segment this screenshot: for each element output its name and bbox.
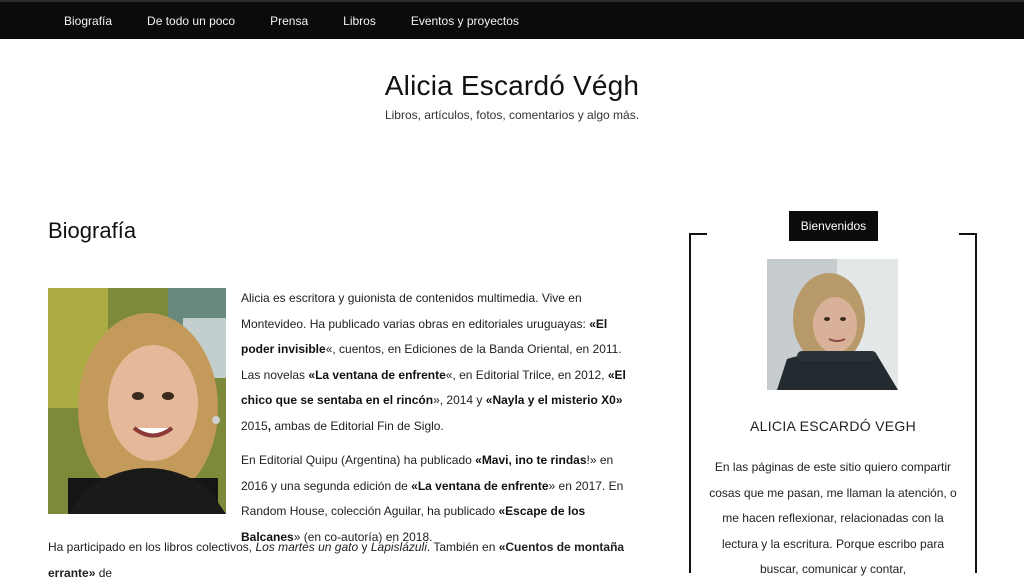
author-avatar <box>767 259 898 390</box>
nav-item-eventos-y-proyectos[interactable]: Eventos y proyectos <box>410 13 519 28</box>
bio-paragraph-3 <box>48 535 640 586</box>
biography-text <box>241 286 639 559</box>
nav-item-de-todo-un-poco[interactable]: De todo un poco <box>147 13 236 28</box>
text: de <box>95 565 113 580</box>
bio-paragraph-1 <box>241 286 639 439</box>
text: En Editorial Quipu (Argentina) ha publicado <box>241 453 476 467</box>
book-title-mavi: «Mavi, ino te rindas <box>475 453 587 467</box>
widget-border-corner <box>691 233 707 235</box>
book-title-la-ventana-de-enfrente-2: «La ventana de enfrente <box>411 478 549 493</box>
text: » en 2017. En Random House, colección Aguilar, ha publicado <box>241 478 624 518</box>
author-name: ALICIA ESCARDÓ VEGH <box>750 418 916 434</box>
nav-item-libros[interactable]: Libros <box>343 13 376 28</box>
author-portrait-photo <box>48 288 226 514</box>
book-title-el-chico: «El chico que se sentaba en el rincón <box>241 367 626 407</box>
text: 2015 <box>241 418 268 433</box>
text: Ha participado en los libros colectivos, <box>48 540 256 554</box>
page-title: Biografía <box>48 218 137 243</box>
book-title-lapislazuli: Lapislázuli <box>370 540 427 554</box>
text: y <box>358 540 371 554</box>
text: !» en 2016 y una segunda edición de <box>241 453 614 493</box>
text: «, en Editorial Trilce, en 2012, <box>445 367 608 382</box>
nav-menu <box>0 2 1024 39</box>
book-title-los-martes-un-gato: Los martes un gato <box>255 540 359 554</box>
book-title-escape-de-los-balcanes: «Escape de los Balcanes <box>241 504 586 544</box>
top-navigation <box>0 0 1024 39</box>
site-title[interactable]: Alicia Escardó Végh <box>384 70 640 101</box>
widget-border-corner <box>959 233 975 235</box>
text: «, cuentos, en Ediciones de la Banda Oriental, en 2011. Las novelas <box>241 342 622 382</box>
nav-item-prensa[interactable]: Prensa <box>270 13 309 28</box>
book-title-la-ventana-de-enfrente: «La ventana de enfrente <box>308 367 446 382</box>
author-blurb: En las páginas de este sitio quiero compartir cosas que me pasan, me llaman la atención, o me hacen reflexionar, relacionadas con la lectura y la escritura. Porque escribo para buscar, comunicar y contar, <box>709 460 957 576</box>
widget-title: Bienvenidos <box>789 211 878 241</box>
book-title-cuentos-de-montana-errante: «Cuentos de montaña errante» <box>48 540 625 580</box>
portrait-image <box>48 288 226 514</box>
book-title-el-poder-invisible: «El poder invisible <box>241 316 608 356</box>
text: ambas de Editorial Fin de Siglo. <box>271 418 444 433</box>
site-header <box>0 70 1024 122</box>
text: . También en <box>426 540 499 554</box>
avatar-image <box>767 259 898 390</box>
site-tagline: Libros, artículos, fotos, comentarios y algo más. <box>384 108 640 122</box>
text-bold-comma: , <box>267 418 272 433</box>
book-title-nayla: «Nayla y el misterio X0» <box>485 393 623 407</box>
nav-item-biografia[interactable]: Biografía <box>64 13 113 28</box>
text: Alicia es escritora y guionista de contenidos multimedia. Vive en Montevideo. Ha publicado varias obras en editoriales uruguayas: <box>241 291 590 331</box>
text: », 2014 y <box>433 393 486 407</box>
text: » (en co-autoría) en 2018. <box>293 529 433 544</box>
